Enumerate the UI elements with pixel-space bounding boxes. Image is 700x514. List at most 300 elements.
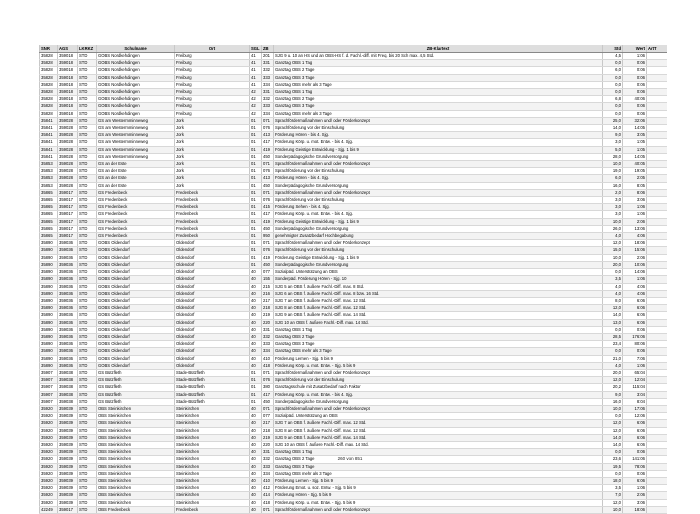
cell-artt [647,254,667,261]
table-row[interactable] [40,168,667,175]
cell-wert: 4:06 [623,290,647,297]
cell-zb: 331 [262,89,274,96]
cell-snr: 35920 [40,441,58,448]
cell-artt [647,81,667,88]
cell-artt [647,261,667,268]
table-row[interactable] [40,377,667,384]
table-row[interactable] [40,96,667,103]
cell-zb: 417 [262,139,274,146]
cell-wert: 15:06 [623,247,647,254]
cell-zb: 333 [262,74,274,81]
cell-zb: 071 [262,506,274,513]
cell-zb: 331 [262,326,274,333]
cell-lkrkz: STD [78,132,97,139]
cell-ags: 359038 [58,398,78,405]
cell-wert: 18:06 [623,506,647,513]
cell-ort: Fredenbeck [175,218,250,225]
cell-snr: 35841 [40,139,58,146]
cell-sgl: 40 [250,319,262,326]
table-row[interactable] [40,441,667,448]
cell-ort: Freiburg [175,60,250,67]
cell-std: 10,0 [603,405,623,412]
table-row[interactable] [40,89,667,96]
cell-ags: 359036 [58,247,78,254]
cell-zb-klartext: SJG 9 u. 10 an HS und an OBS-HS f. d. Fachl.-diff. mit Freq. bis 20 Sch max. 4,5 Std. [274,53,603,60]
cell-lkrkz: STD [78,189,97,196]
cell-artt [647,362,667,369]
table-row[interactable] [40,276,667,283]
cell-ags: 359039 [58,427,78,434]
cell-ags: 359017 [58,189,78,196]
cell-zb-klartext: Förderung Emot. u. soz. Entw. - Sjg. 5 bis 9 [274,485,603,492]
cell-artt [647,463,667,470]
cell-schulname: GS Bützfleth [97,384,175,391]
table-row[interactable] [40,398,667,405]
cell-std: 19,0 [603,168,623,175]
cell-artt [647,398,667,405]
cell-zb: 077 [262,413,274,420]
header-std[interactable]: Std [603,45,623,53]
cell-sgl: 01 [250,153,262,160]
cell-lkrkz: STD [78,283,97,290]
table-row[interactable] [40,449,667,456]
table-row[interactable] [40,420,667,427]
cell-std: 20,2 [603,384,623,391]
cell-ags: 359038 [58,377,78,384]
cell-schulname: GOBS Oldendorf [97,305,175,312]
table-row[interactable] [40,146,667,153]
table-row[interactable] [40,305,667,312]
cell-wert: 0:06 [623,110,647,117]
cell-zb-klartext: SJG 10 an OBS f. äußere Fachl.-Diff. max. 14 Std. [274,441,603,448]
table-row[interactable] [40,319,667,326]
cell-schulname: OBS Steinkirchen [97,420,175,427]
cell-ort: Oldendorf [175,348,250,355]
cell-schulname: GOBS Nordkehdingen [97,96,175,103]
cell-lkrkz: STD [78,413,97,420]
cell-zb: 201 [262,53,274,60]
table-row[interactable] [40,492,667,499]
table-row[interactable] [40,405,667,412]
table-row[interactable] [40,254,667,261]
table-row[interactable] [40,103,667,110]
cell-lkrkz: STD [78,211,97,218]
cell-ags: 359038 [58,391,78,398]
cell-sgl: 40 [250,463,262,470]
header-wert[interactable]: Wert [623,45,647,53]
table-row[interactable] [40,161,667,168]
cell-ags: 359028 [58,139,78,146]
table-row[interactable] [40,218,667,225]
cell-lkrkz: STD [78,398,97,405]
header-artt[interactable]: ArtT [647,45,667,53]
table-row[interactable] [40,312,667,319]
table-row[interactable] [40,225,667,232]
cell-wert: 65:04 [623,369,647,376]
cell-zb: 220 [262,441,274,448]
cell-artt [647,189,667,196]
cell-ags: 359018 [58,89,78,96]
cell-zb-klartext: SJG 8 an OBS f. äußere Fachl.-Diff. max. 12 Std. [274,305,603,312]
cell-zb: 077 [262,269,274,276]
table-row[interactable] [40,110,667,117]
table-row[interactable] [40,261,667,268]
cell-std: 12,0 [603,305,623,312]
cell-schulname: GOBS Oldendorf [97,261,175,268]
table-row[interactable] [40,132,667,139]
cell-snr: 35920 [40,405,58,412]
cell-sgl: 40 [250,470,262,477]
table-row[interactable] [40,391,667,398]
cell-artt [647,434,667,441]
cell-wert: 40:06 [623,96,647,103]
cell-ags: 359028 [58,125,78,132]
cell-zb: 415 [262,204,274,211]
table-row[interactable] [40,333,667,340]
header-snr[interactable]: SNR [40,45,58,53]
cell-wert: 1:05 [623,139,647,146]
cell-lkrkz: STD [78,276,97,283]
cell-ort: Fredenbeck [175,204,250,211]
cell-snr: 35920 [40,449,58,456]
cell-snr: 35890 [40,254,58,261]
cell-zb-klartext: Ganztag OBS 3 Tage [274,103,603,110]
table-row[interactable] [40,189,667,196]
cell-sgl: 40 [250,499,262,506]
cell-wert: 80:06 [623,341,647,348]
cell-lkrkz: STD [78,492,97,499]
table-row[interactable] [40,427,667,434]
cell-artt [647,225,667,232]
cell-schulname: GOBS Nordkehdingen [97,103,175,110]
cell-zb-klartext: Sprachförderung vor der Einschulung [274,168,603,175]
table-row[interactable] [40,175,667,182]
table-row[interactable] [40,233,667,240]
table-row[interactable] [40,434,667,441]
cell-artt [647,240,667,247]
table-row[interactable] [40,290,667,297]
cell-sgl: 01 [250,139,262,146]
cell-ags: 359038 [58,369,78,376]
cell-zb: 076 [262,377,274,384]
table-row[interactable] [40,477,667,484]
cell-artt [647,290,667,297]
cell-snr: 35890 [40,319,58,326]
cell-zb-klartext: Sonderpädagogische Grundversorgung [274,398,603,405]
cell-std: 12,0 [603,240,623,247]
cell-zb-klartext: Förderung Geistige Entwicklung - Sjg. 1 bis 9 [274,146,603,153]
table-row[interactable] [40,506,667,513]
cell-snr: 35865 [40,233,58,240]
cell-schulname: GOBS Nordkehdingen [97,74,175,81]
cell-lkrkz: STD [78,312,97,319]
cell-std: 0,0 [603,269,623,276]
cell-wert: 1:06 [623,211,647,218]
cell-zb-klartext: SJG 7 an OBS f. äußere Fachl.-Diff. max. 12 Std. [274,297,603,304]
cell-artt [647,470,667,477]
cell-lkrkz: STD [78,139,97,146]
cell-snr: 35865 [40,211,58,218]
cell-std: 19,5 [603,463,623,470]
cell-std: 23,4 [603,341,623,348]
cell-wert: 14:06 [623,269,647,276]
cell-schulname: GS am Westermminneweg [97,153,175,160]
cell-zb: 071 [262,240,274,247]
cell-std: 14,0 [603,441,623,448]
cell-zb-klartext: Sprachförderung vor der Einschulung [274,197,603,204]
cell-schulname: GS an der Este [97,182,175,189]
cell-schulname: GS Bützfleth [97,369,175,376]
cell-zb: 217 [262,297,274,304]
cell-schulname: GS an der Este [97,175,175,182]
cell-ags: 359036 [58,269,78,276]
cell-lkrkz: STD [78,125,97,132]
cell-wert: 141:06 [623,456,647,463]
cell-snr: 35865 [40,189,58,196]
cell-zb: 219 [262,434,274,441]
page-number: 260 von 851 [337,456,363,461]
cell-lkrkz: STD [78,168,97,175]
cell-lkrkz: STD [78,362,97,369]
cell-sgl: 01 [250,225,262,232]
cell-sgl: 41 [250,81,262,88]
cell-ort: Steinkirchen [175,405,250,412]
header-zb[interactable]: ZB [262,45,274,53]
cell-snr: 35828 [40,96,58,103]
cell-wert: 13:06 [623,225,647,232]
cell-artt [647,117,667,124]
cell-sgl: 01 [250,197,262,204]
table-row[interactable] [40,139,667,146]
table-row[interactable] [40,247,667,254]
cell-sgl: 01 [250,391,262,398]
cell-schulname: GOBS Nordkehdingen [97,53,175,60]
cell-sgl: 41 [250,74,262,81]
table-row[interactable] [40,463,667,470]
table-row[interactable] [40,269,667,276]
cell-wert: 1:06 [623,53,647,60]
cell-ags: 359036 [58,240,78,247]
cell-sgl: 01 [250,233,262,240]
cell-snr: 35920 [40,477,58,484]
cell-artt [647,348,667,355]
cell-ags: 359036 [58,312,78,319]
cell-ags: 359028 [58,146,78,153]
cell-wert: 6:06 [623,427,647,434]
cell-ort: Jork [175,117,250,124]
cell-wert: 1:05 [623,146,647,153]
cell-zb-klartext: Ganztag OBS 3 Tage [274,341,603,348]
cell-std: 18,0 [603,477,623,484]
table-row[interactable] [40,341,667,348]
cell-ort: Freiburg [175,89,250,96]
cell-zb: 218 [262,427,274,434]
cell-snr: 35920 [40,413,58,420]
cell-artt [647,477,667,484]
table-row[interactable] [40,53,667,60]
table-row[interactable] [40,470,667,477]
cell-wert: 2:05 [623,175,647,182]
cell-std: 4,0 [603,362,623,369]
table-row[interactable] [40,384,667,391]
cell-lkrkz: STD [78,456,97,463]
cell-artt [647,247,667,254]
cell-schulname: GS am Westermminneweg [97,125,175,132]
cell-schulname: GOBS Oldendorf [97,269,175,276]
cell-ort: Fredenbeck [175,225,250,232]
cell-lkrkz: STD [78,60,97,67]
header-lkrkz[interactable]: LKRKZ [78,45,97,53]
cell-std: 23,6 [603,456,623,463]
table-row[interactable] [40,67,667,74]
cell-std: 10,0 [603,161,623,168]
table-row[interactable] [40,369,667,376]
cell-schulname: GOBS Nordkehdingen [97,67,175,74]
cell-zb: 333 [262,463,274,470]
cell-wert: 6:06 [623,420,647,427]
cell-artt [647,492,667,499]
cell-artt [647,182,667,189]
cell-snr: 35865 [40,218,58,225]
cell-artt [647,139,667,146]
cell-schulname: GOBS Oldendorf [97,355,175,362]
cell-wert: 1:06 [623,362,647,369]
cell-sgl: 01 [250,182,262,189]
cell-std: 20,0 [603,369,623,376]
cell-zb-klartext: Sprachfördermaßnahmen und/ oder Förderkonzept [274,189,603,196]
table-row[interactable] [40,348,667,355]
cell-snr: 35828 [40,103,58,110]
cell-schulname: OBS Steinkirchen [97,427,175,434]
cell-lkrkz: STD [78,341,97,348]
cell-std: 12,0 [603,499,623,506]
table-row[interactable] [40,153,667,160]
table-row[interactable] [40,499,667,506]
cell-artt [647,506,667,513]
table-row[interactable] [40,355,667,362]
table-row[interactable] [40,240,667,247]
cell-ags: 359017 [58,225,78,232]
cell-wert: 0:06 [623,449,647,456]
cell-zb: 219 [262,312,274,319]
header-ort[interactable]: Ort [175,45,250,53]
table-row[interactable] [40,74,667,81]
cell-ags: 359039 [58,420,78,427]
cell-artt [647,161,667,168]
cell-ort: Jork [175,132,250,139]
table-row[interactable] [40,297,667,304]
cell-sgl: 42 [250,103,262,110]
cell-sgl: 01 [250,377,262,384]
cell-std: 28,5 [603,333,623,340]
cell-sgl: 40 [250,305,262,312]
table-row[interactable] [40,362,667,369]
cell-wert: 4:06 [623,283,647,290]
cell-snr: 35890 [40,333,58,340]
cell-ort: Steinkirchen [175,434,250,441]
cell-artt [647,384,667,391]
cell-snr: 35890 [40,276,58,283]
data-sheet [39,45,666,514]
cell-lkrkz: STD [78,326,97,333]
cell-ort: Oldendorf [175,326,250,333]
table-row[interactable] [40,485,667,492]
cell-std: 0,0 [603,470,623,477]
cell-zb: 332 [262,96,274,103]
table-row[interactable] [40,81,667,88]
cell-snr: 35865 [40,204,58,211]
table-row[interactable] [40,117,667,124]
cell-zb-klartext: Förderung Körp. u. mot. Entw. - Sjg. 5 bis 9 [274,362,603,369]
header-zb-klartext[interactable]: ZB-Klartext [274,45,603,53]
cell-sgl: 40 [250,492,262,499]
header-schulname[interactable]: Schulname [97,45,175,53]
table-row[interactable] [40,413,667,420]
cell-artt [647,211,667,218]
cell-ags: 359036 [58,254,78,261]
table-row[interactable] [40,283,667,290]
cell-std: 12,0 [603,427,623,434]
cell-zb-klartext: Förderung Hören - bis 4. Sjg. [274,132,603,139]
cell-zb-klartext: Förderung Geistige Entwicklung - Sjg. 1 bis 9 [274,254,603,261]
table-row[interactable] [40,60,667,67]
cell-lkrkz: STD [78,434,97,441]
cell-zb: 450 [262,225,274,232]
cell-ort: Oldendorf [175,362,250,369]
cell-std: 10,0 [603,218,623,225]
cell-artt [647,283,667,290]
cell-artt [647,74,667,81]
header-sgl[interactable]: SGL [251,46,260,51]
table-row[interactable] [40,182,667,189]
cell-zb-klartext: Sprachfördermaßnahmen und/ oder Förderkonzept [274,506,603,513]
cell-schulname: GOBS Oldendorf [97,276,175,283]
cell-sgl: 40 [250,283,262,290]
cell-zb-klartext: Sprachfördermaßnahmen und/ oder Förderkonzept [274,240,603,247]
cell-sgl: 40 [250,477,262,484]
cell-zb-klartext: Förderung Körp. u. mot. Entw. - bis 4. Sjg. [274,211,603,218]
cell-ags: 359018 [58,103,78,110]
cell-std: 4,5 [603,53,623,60]
cell-snr: 35907 [40,398,58,405]
cell-std: 12,0 [603,420,623,427]
cell-ags: 359039 [58,441,78,448]
cell-lkrkz: STD [78,355,97,362]
cell-artt [647,67,667,74]
cell-ort: Jork [175,161,250,168]
cell-zb-klartext: Förderung Sehen - bis 4. Sjg. [274,204,603,211]
cell-snr: 35920 [40,499,58,506]
cell-ort: Fredenbeck [175,233,250,240]
table-row[interactable] [40,211,667,218]
cell-schulname: GOBS Nordkehdingen [97,89,175,96]
cell-lkrkz: STD [78,463,97,470]
cell-ort: Jork [175,168,250,175]
cell-ort: Freiburg [175,96,250,103]
table-row[interactable] [40,204,667,211]
cell-ort: Stade-Bützfleth [175,384,250,391]
cell-artt [647,441,667,448]
cell-snr: 35828 [40,67,58,74]
table-row[interactable] [40,326,667,333]
cell-ags: 359039 [58,456,78,463]
table-row[interactable] [40,125,667,132]
header-ags[interactable]: AGS [58,45,78,53]
cell-sgl: 01 [250,218,262,225]
table-row[interactable] [40,197,667,204]
cell-ort: Stade-Bützfleth [175,369,250,376]
cell-zb-klartext: Ganztagsschule mit Zusatzbedarf nach Faktor [274,384,603,391]
